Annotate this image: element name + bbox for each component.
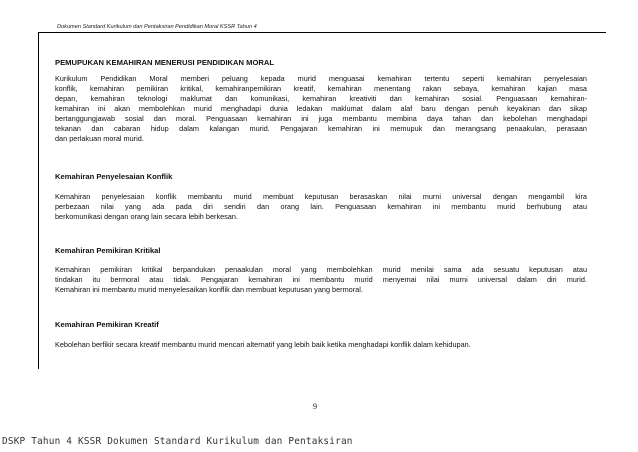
section-heading: Kemahiran Pemikiran Kritikal: [55, 246, 161, 255]
paragraph-line: berkomunikasi dengan orang lain secara lebih berkesan.: [55, 212, 238, 221]
section-pemikiran-kritikal: [55, 246, 587, 295]
paragraph-line: perbezaan nilai yang ada pada diri sendiri dan orang lain. Penguasaan kemahiran ini membantu murid berhubung atau: [55, 202, 587, 211]
paragraph-line: Kemahiran ini membantu murid menyelesaikan konflik dan membuat keputusan yang bermoral.: [55, 285, 363, 294]
section-pemupukan-kemahiran: [55, 58, 587, 144]
section-paragraph: [55, 265, 587, 295]
section-paragraph: [55, 74, 587, 144]
section-pemikiran-kreatif: [55, 320, 587, 350]
running-header: Dokumen Standard Kurikulum dan Pentaksiran Pendidikan Moral KSSR Tahun 4: [57, 24, 257, 30]
header-rule: [38, 32, 606, 33]
paragraph-line: dan perlakuan moral murid.: [55, 134, 144, 143]
paragraph-line: Kurikulum Pendidikan Moral memberi peluang kepada murid menguasai kemahiran tertentu seperti kemahiran penyelesaian: [55, 74, 587, 83]
section-heading: Kemahiran Pemikiran Kreatif: [55, 320, 159, 329]
paragraph-line: kemahiran ini akan membolehkan murid menghadapi dunia ledakan maklumat dalam alaf baru dengan penuh keyakinan dan sikap: [55, 104, 587, 113]
paragraph-line: Kemahiran pemikiran kritikal berpandukan penaakulan moral yang membolehkan murid menilai sama ada sesuatu keputusan atau: [55, 265, 587, 274]
paragraph-line: konflik, kemahiran pemikiran kritikal, kemahiranpemikiran kreatif, kemahiran menentang rakan sebaya, kemahiran kajian masa: [55, 84, 587, 93]
page-number: 9: [313, 402, 317, 411]
paragraph-line: tekanan dan cabaran hidup dalam kalangan murid. Pengajaran kemahiran ini memupuk dan merangsang penaakulan, perasaan: [55, 124, 587, 133]
section-heading: Kemahiran Penyelesaian Konflik: [55, 172, 173, 181]
page-footer: DSKP Tahun 4 KSSR Dokumen Standard Kurikulum dan Pentaksiran: [2, 436, 353, 447]
section-paragraph: [55, 192, 587, 222]
paragraph-line: bertanggungjawab sosial dan moral. Penguasaan kemahiran ini juga membantu membina daya tahan dan kebolehan menghadapi: [55, 114, 587, 123]
section-heading: PEMUPUKAN KEMAHIRAN MENERUSI PENDIDIKAN MORAL: [55, 58, 274, 67]
section-paragraph: [55, 340, 587, 350]
paragraph-line: Kemahiran penyelesaian konflik membantu murid membuat keputusan berasaskan nilai murni universal dengan mengambil kira: [55, 192, 587, 201]
paragraph-line: tindakan itu bermoral atau tidak. Pengajaran kemahiran ini membantu murid menyemai nilai murni universal dalam diri murid.: [55, 275, 587, 284]
paragraph-line: depan, kemahiran teknologi maklumat dan komunikasi, kemahiran kreativiti dan kemahiran sosial. Penguasaan kemahiran-: [55, 94, 587, 103]
paragraph-line: Kebolehan berfikir secara kreatif membantu murid mencari alternatif yang lebih baik ketika menghadapi konflik dalam kehidupan.: [55, 340, 471, 349]
section-penyelesaian-konflik: [55, 172, 587, 222]
margin-rule: [38, 32, 39, 369]
